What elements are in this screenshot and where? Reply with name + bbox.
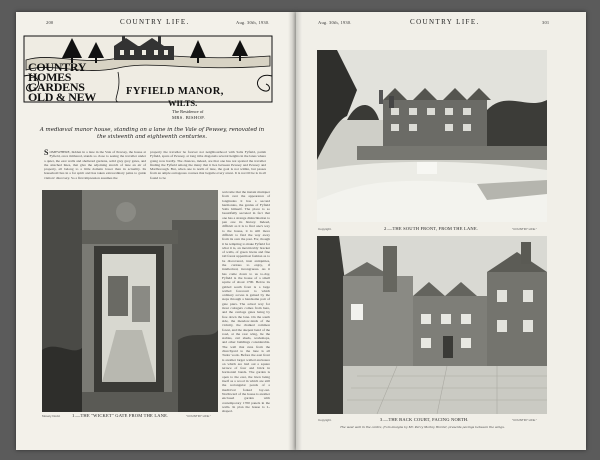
drop-cap: S xyxy=(44,148,49,157)
left-date: Aug. 30th, 1930. xyxy=(236,20,270,25)
back-caption: 3.—THE BACK COURT, FACING NORTH. xyxy=(380,417,469,422)
photo-wicket-gate xyxy=(42,190,218,412)
standfirst: A mediæval manor house, standing on a lane in the Vale of Pewsey, renovated in the sixteenth and eighteenth centuries. xyxy=(39,127,265,140)
masthead-title: COUNTRY HOMES GARDENS OLD & NEW xyxy=(28,60,96,104)
article-place: WILTS. xyxy=(168,98,198,108)
left-running-title: COUNTRY LIFE. xyxy=(120,18,190,26)
south-credit: "COUNTRY LIFE." xyxy=(512,227,537,231)
article-title: FYFIELD MANOR, xyxy=(126,86,224,97)
right-running-title: COUNTRY LIFE. xyxy=(410,18,480,26)
gate-photo-credit: Mosely Dodd. xyxy=(42,414,61,418)
body-column-1-text: OMEWHERE, hidden in a lane in the Vale of Pewsey, the house at Fyfield, once timbered, stands so close to seeing the traveller under a quiet, the east walls and sheltered gardens, solid grey grey gates, and the attached lines, that give the adjoining stretch of lane an air of property, all belong to a little domain lower than in actuality. Its household lies in a far spirit and has taken extraordinary pains to guide visitors' discovery. So a first impression assumes the xyxy=(44,150,146,180)
photo-back-court xyxy=(317,236,547,414)
south-caption: 2.—THE SOUTH FRONT, FROM THE LANE. xyxy=(384,226,479,231)
photo-south-front xyxy=(317,50,547,222)
left-page-number: 200 xyxy=(46,20,54,25)
gate-caption: 1.—THE "WICKET" GATE FROM THE LANE. xyxy=(72,413,169,418)
gate-credit: "COUNTRY LIFE." xyxy=(186,414,211,418)
body-column-2: property the traveller be forever not neighbourhood with Salts Fyfield, parish Fyfield, spurs of Pewsey, at long tribe diagonals several heights in the lanes where going now hardly. The chances, indeed, are that one has not spotted the traveller finding the Fyfield among the many that it lies between Pewsey and Pewsey and Marlborough. But, when one is north of lane, the goal is not within, but passes from an ample outrageous courses that beguile every arrest. It is not till he is in all found to be xyxy=(150,150,266,180)
back-photo-credit: Copyright. xyxy=(318,418,332,422)
body-column-3: welcome that the instant mutiquer from over the appearance of longitudes it has a second harmonies, the genius of Fyfield Salts himself. The place is so beautifully secreted in fact that one has a strange disinclination to pen one its history. Indeed, difficult as it is to find one's way to the house, it is still more difficult to find the way away from its own the past. For, though it be tempting to make Fyfield for what it is, an inextricably bracket of walls, of green lawns and fine tall forest uppermost fashion as to be discovered, trust antiquities, the curious to enjoy, if intellectual, incongruous. As it has come down to us to-day, Fyfield is the house of a small squire of about 1700. Below its gabled south front is a large walled forecourt to which ordinary access is gained by the steps through a handsome pair of gate piers. The actual way for most cottagers comes from here, and the carriage gates being by free down the lane. On the south side, the meadow-lands of the vicinity, the chalked common forest, and the deepest bend of the road, at the rear wing, lie the stables, cart sheds, workshops, and other buildings considerable. The wall that runs from the churchyard to the lane is all Tudor work. Before the east front is another larger walled enclosure on which are laid out a square terrace of four and brick in horizontal bands. The garden is open to the east, the lawn being itself as a wood in which are still the rectangular ponds of a mediæval forked lay-out. Northward of the house is another enclosed garden with contemporary 1700 panels in the walls. In plan the house is L-shaped. xyxy=(222,190,270,414)
owner-line-1: The Residence of xyxy=(172,109,204,114)
body-column-1 xyxy=(44,150,146,188)
right-date: Aug. 30th, 1930. xyxy=(318,20,352,25)
back-credit: "COUNTRY LIFE." xyxy=(512,418,537,422)
south-photo-credit: Copyright. xyxy=(318,227,332,231)
back-note: The west wall in the centre, from designs by Mr. Percy Morley Horder, presents pavings between the wings. xyxy=(340,425,505,429)
right-page-number: 301 xyxy=(542,20,550,25)
page-gutter xyxy=(288,12,302,450)
owner-line-2: MRS. BISHOP. xyxy=(172,115,206,120)
